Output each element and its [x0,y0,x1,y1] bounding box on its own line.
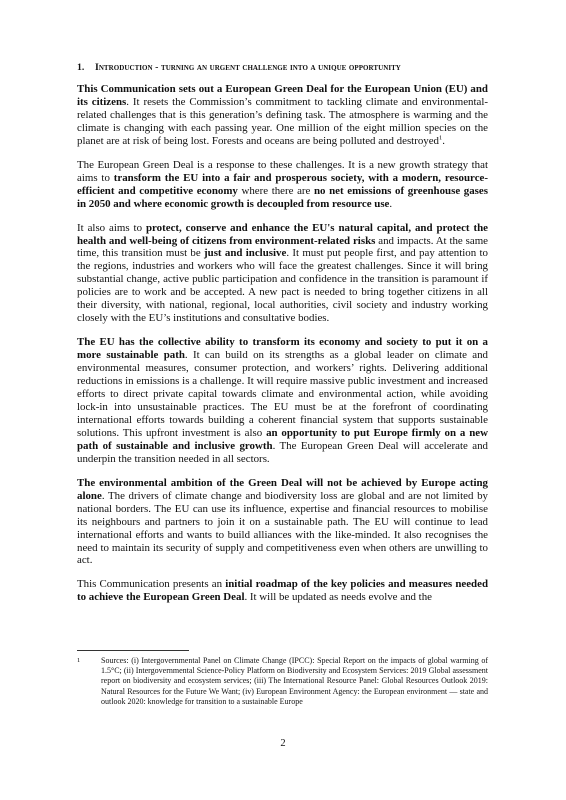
section-number: 1. [77,62,85,73]
text-run: . It will be updated as needs evolve and the [244,591,432,604]
paragraph [77,477,488,568]
paragraph [77,336,488,466]
section-title: ntroduction - turning an urgent challenge into a unique opportunity [98,62,401,73]
text-run: The European Green Deal is a response to these challenges. It is a new growth strategy that aims to [77,158,488,184]
bold-text: protect, conserve and enhance the EU's natural capital, and protect the health and well-being of citizens from environment-related risks [77,221,488,247]
bold-text: just and inclusive [204,247,287,260]
text-run: . It can build on its strengths as a global leader on climate and environmental measures, consumer protection, and workers’ rights. Delivering additional reductions in emissions is a challenge. It will require massive public investment and increased efforts to direct private capital towards climate and environmental action, while avoiding lock-in into unsustainable practices. The EU must be at the forefront of coordinating international efforts towards building a coherent financial system that supports sustainable solutions. This upfront investment is also [77,349,488,439]
text-run: where there are [237,184,314,197]
bold-text: initial roadmap of the key policies and measures needed to achieve the European Green Deal [77,578,489,604]
bold-text: no net emissions of greenhouse gases in 2050 and where economic growth is decoupled from resource use [77,184,488,210]
paragraph [77,159,488,211]
footnote-separator [77,650,189,651]
text-run: and impacts. At the same time, this transition must be [77,234,489,260]
bold-text: transform the EU into a fair and prosperous society, with a modern, resource-efficient and competitive economy [77,171,488,197]
text-run: . It resets the Commission’s commitment to tackling climate and environmental-related challenges that is this generation’s defining task. The atmosphere is warming and the climate is changing with each passing year. One million of the eight million species on the planet are at risk of being lost. Forests and oceans are being polluted and destroyed [77,95,488,147]
footnote [77,656,488,707]
page-number: 2 [280,738,286,749]
text-run: . The European Green Deal will accelerate and underpin the transition needed in all sectors. [77,439,488,465]
paragraph [77,578,488,604]
section-heading [77,62,497,73]
paragraph [77,222,488,326]
paragraph [77,83,488,148]
bold-text: This Communication sets out a European Green Deal for the European Union (EU) and its citizens [77,83,488,108]
text-run: . [389,197,393,210]
text-run: . The drivers of climate change and biodiversity loss are global and are not limited by national borders. The EU can use its influence, expertise and financial resources to mobilise its neighbours and partners to join it on a sustainable path. The EU will continue to lead international efforts and wants to build alliances with the like-minded. It also recognises the need to maintain its security of supply and competitiveness even when others are unwilling to act. [77,489,488,567]
text-run: This Communication presents an [77,578,226,591]
footnote-reference: 1 [439,134,443,142]
footnote-number: 1 [77,657,81,664]
text-run: . [442,134,445,147]
section-title-initial: I [95,62,99,73]
body-text [77,83,488,615]
bold-text: The environmental ambition of the Green Deal will not be achieved by Europe acting alone [77,476,488,502]
footnote-text: Sources: (i) Intergovernmental Panel on Climate Change (IPCC): Special Report on the impacts of global warming of 1.5°C; (ii) Intergovernmental Science-Policy Platform on Biodiversity and Ecosystem Services: 2019 Global assessment report on biodiversity and ecosystem services; (iii) The International Resource Panel: Global Resources Outlook 2019: Natural Resources for the Future We Want; (iv) European Environment Agency: the European environment — state and outlook 2020: knowledge for transition to a sustainable Europe [101,656,488,706]
bold-text: The EU has the collective ability to transform its economy and society to put it on a more sustainable path [77,336,488,362]
bold-text: an opportunity to put Europe firmly on a new path of sustainable and inclusive growth [77,426,488,452]
text-run: . It must put people first, and pay attention to the regions, industries and workers who will face the greatest challenges. Since it will bring substantial change, active public participation and confidence in the transition is paramount if policies are to work and be accepted. A new pact is needed to bring together citizens in all their diversity, with national, regional, local authorities, civil society and industry working closely with the EU’s institutions and consultative bodies. [77,247,488,325]
text-run: It also aims to [77,221,146,234]
